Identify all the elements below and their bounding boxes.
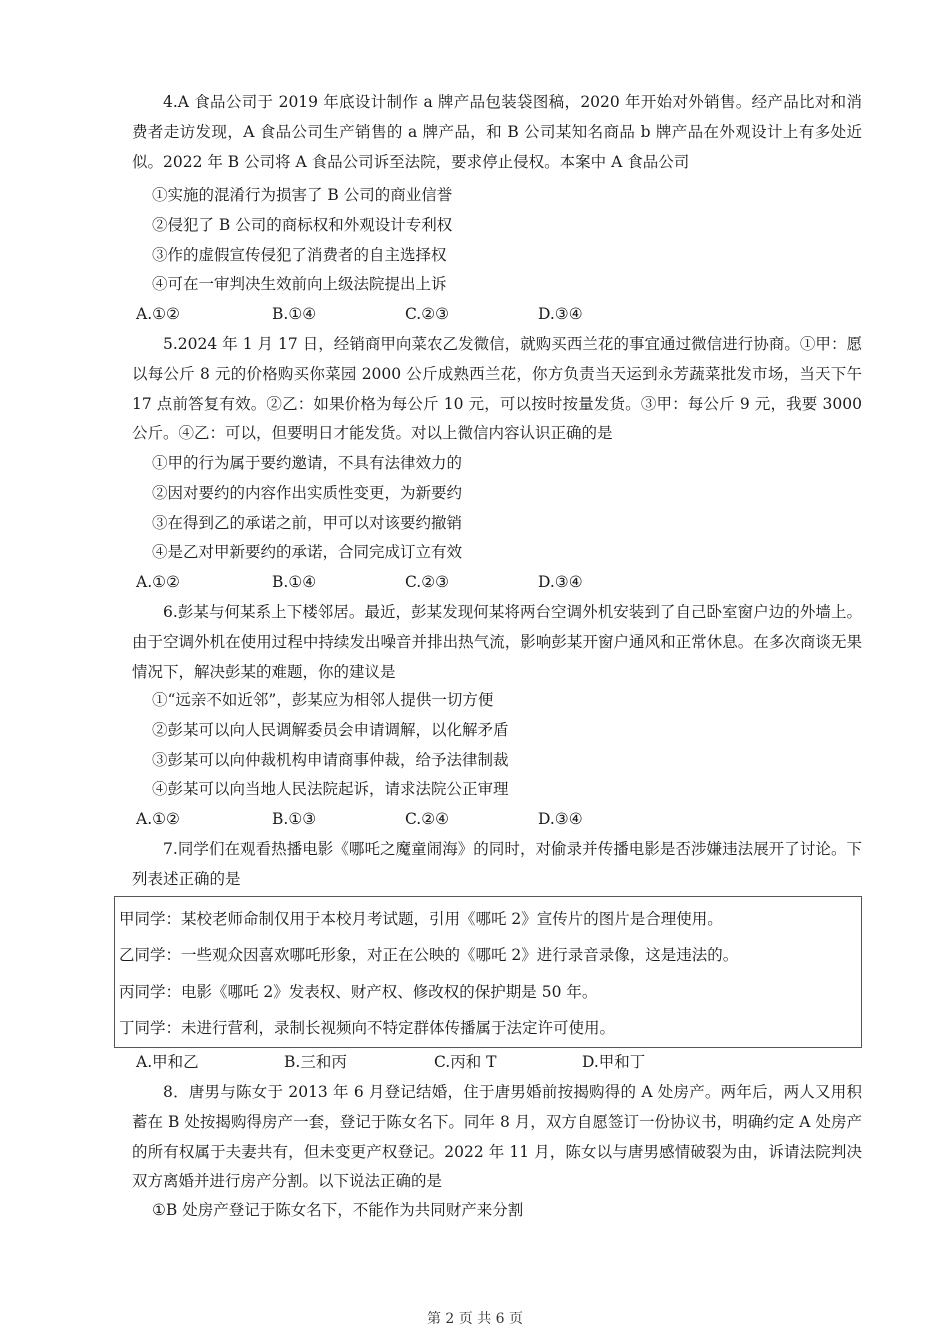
q6-stem: 6.彭某与何某系上下楼邻居。最近，彭某发现何某将两台空调外机安装到了自己卧室窗户边的外墙上。由于空调外机在使用过程中持续发出噪音并排出热气流，影响彭某开窗户通风和正常休息。在多次商谈无果情况下，解决彭某的难题，你的建议是 bbox=[132, 603, 862, 681]
q6-choice-d: D.③④ bbox=[538, 810, 583, 828]
q7-statement-yi: 乙同学：一些观众因喜欢哪吒形象，对正在公映的《哪吒 2》进行录音录像，这是违法的。 bbox=[119, 946, 739, 964]
q7-stem: 7.同学们在观看热播电影《哪吒之魔童闹海》的同时，对偷录并传播电影是否涉嫌违法展开了讨论。下列表述正确的是 bbox=[132, 840, 862, 888]
q5-choice-c: C.②③ bbox=[405, 573, 450, 591]
q8-stem: 8．唐男与陈女于 2013 年 6 月登记结婚，住于唐男婚前按揭购得的 A 处房产。两年后，两人又用积蓄在 B 处按揭购得房产一套，登记于陈女名下。同年 8 月，双方自愿签订一份协议书，明确约定 A 处房产的所有权属于夫妻共有，但未变更产权登记。2022 年 11 月，陈女以与唐男感情破裂为由，诉请法院判决双方离婚并进行房产分割。以下说法正确的是 bbox=[132, 1083, 862, 1191]
q7-choice-d: D.甲和丁 bbox=[582, 1053, 646, 1071]
q6-option-3: ③彭某可以向仲裁机构申请商事仲裁，给予法律制裁 bbox=[152, 751, 509, 769]
q5-choice-a: A.①② bbox=[136, 573, 180, 591]
q8-option-1: ①B 处房产登记于陈女名下，不能作为共同财产来分割 bbox=[152, 1201, 524, 1219]
q5-option-2: ②因对要约的内容作出实质性变更，为新要约 bbox=[152, 484, 463, 502]
q5-choice-d: D.③④ bbox=[538, 573, 583, 591]
q6-choice-b: B.①③ bbox=[272, 810, 317, 828]
page-footer: 第 2 页 共 6 页 bbox=[426, 1311, 524, 1327]
q7-choice-c: C.丙和 T bbox=[434, 1053, 497, 1071]
q7-statement-jia: 甲同学：某校老师命制仅用于本校月考试题，引用《哪吒 2》宣传片的图片是合理使用。 bbox=[119, 910, 723, 928]
q4-choice-c: C.②③ bbox=[405, 305, 450, 323]
q5-option-1: ①甲的行为属于要约邀请，不具有法律效力的 bbox=[152, 454, 463, 472]
q5-option-3: ③在得到乙的承诺之前，甲可以对该要约撤销 bbox=[152, 514, 463, 532]
q7-choice-b: B.三和丙 bbox=[284, 1053, 347, 1071]
q6-option-4: ④彭某可以向当地人民法院起诉，请求法院公正审理 bbox=[152, 780, 509, 798]
q4-stem: 4.A 食品公司于 2019 年底设计制作 a 牌产品包装袋图稿，2020 年开始对外销售。经产品比对和消费者走访发现，A 食品公司生产销售的 a 牌产品，和 B 公司某知名商品 b 牌产品在外观设计上有多处近似。2022 年 B 公司将 A 食品公司诉至法院，要求停止侵权。本案中 A 食品公司 bbox=[132, 93, 862, 171]
q4-choice-a: A.①② bbox=[136, 305, 180, 323]
q4-option-4: ④可在一审判决生效前向上级法院提出上诉 bbox=[152, 275, 447, 293]
q7-statement-ding: 丁同学：未进行营利，录制长视频向不特定群体传播属于法定许可使用。 bbox=[119, 1019, 616, 1037]
q6-option-2: ②彭某可以向人民调解委员会申请调解，以化解矛盾 bbox=[152, 721, 509, 739]
q6-option-1: ①“远亲不如近邻”，彭某应为相邻人提供一切方便 bbox=[152, 691, 494, 709]
q6-choice-c: C.②④ bbox=[405, 810, 450, 828]
q4-option-3: ③作的虚假宣传侵犯了消费者的自主选择权 bbox=[152, 246, 447, 264]
q5-stem: 5.2024 年 1 月 17 日，经销商甲向菜农乙发微信，就购买西兰花的事宜通过微信进行协商。①甲：愿以每公斤 8 元的价格购买你菜园 2000 公斤成熟西兰花，你方负责当天运到永芳蔬菜批发市场，当天下午 17 点前答复有效。②乙：如果价格为每公斤 10 元，可以按时按量发货。③甲：每公斤 9 元，我要 3000 公斤。④乙：可以，但要明日才能发货。对以上微信内容认识正确的是 bbox=[132, 335, 862, 443]
q5-option-4: ④是乙对甲新要约的承诺，合同完成订立有效 bbox=[152, 543, 463, 561]
q7-choice-a: A.甲和乙 bbox=[136, 1053, 199, 1071]
q7-statements-box bbox=[114, 896, 862, 1048]
q4-choice-d: D.③④ bbox=[538, 305, 583, 323]
q4-option-2: ②侵犯了 B 公司的商标权和外观设计专利权 bbox=[152, 216, 453, 234]
q6-choice-a: A.①② bbox=[136, 810, 180, 828]
q7-statement-bing: 丙同学：电影《哪吒 2》发表权、财产权、修改权的保护期是 50 年。 bbox=[119, 983, 598, 1001]
q5-choice-b: B.①④ bbox=[272, 573, 317, 591]
q4-option-1: ①实施的混淆行为损害了 B 公司的商业信誉 bbox=[152, 186, 453, 204]
q4-choice-b: B.①④ bbox=[272, 305, 317, 323]
